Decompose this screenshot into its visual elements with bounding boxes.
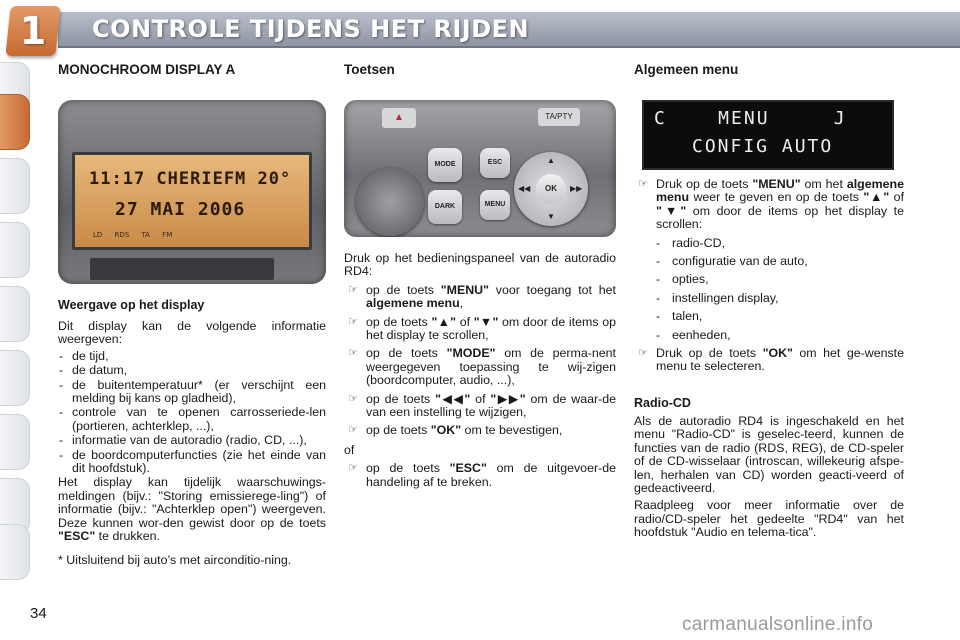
bullet-text: of (889, 190, 905, 205)
intro-text: Dit display kan de volgende informatie weergeven: (58, 319, 326, 347)
chapter-tab[interactable] (0, 350, 30, 406)
key-label: "MENU" (752, 177, 801, 191)
buttons-list-last (344, 462, 616, 489)
key-label: "▲" (863, 190, 890, 205)
bullet-text: om het ge-wenste menu te selecteren. (656, 346, 905, 374)
bullet-text: voor toegang tot het (489, 282, 616, 297)
watermark: carmanualsonline.info (682, 614, 874, 635)
ok-button: OK (536, 174, 566, 204)
key-label: "MENU" (440, 282, 489, 297)
chapter-tab-active[interactable] (0, 94, 30, 150)
pointer-icon: ☞ (348, 392, 358, 405)
buttons-section (344, 252, 616, 494)
warning-text-end: te drukken. (95, 529, 160, 544)
list-item: - radio-CD, (656, 237, 904, 250)
key-label: "OK" (430, 423, 462, 438)
pointer-icon: ☞ (348, 462, 358, 475)
chapter-tab[interactable] (0, 524, 30, 580)
bullet-text: Druk op de toets (656, 177, 753, 191)
mode-button: MODE (428, 148, 462, 182)
radio-control-panel-illustration (344, 100, 616, 237)
list-item: - eenheden, (656, 329, 904, 342)
list-item: - informatie van de autoradio (radio, CD, ...), (58, 434, 326, 447)
list-item (634, 178, 904, 232)
pointer-icon: ☞ (348, 283, 358, 296)
list-item (634, 347, 904, 374)
list-item: - de datum, (58, 364, 326, 377)
key-label: "ESC" (449, 461, 487, 476)
menu-display-illustration (642, 100, 894, 170)
page-number: 34 (30, 605, 47, 622)
bullet-text: weer te geven en op de toets (689, 190, 864, 205)
ta-pty-button: TA/PTY (538, 108, 580, 126)
key-label: "▲" (431, 314, 457, 329)
key-label: "OK" (762, 346, 793, 361)
page-header (0, 0, 960, 56)
lcd-indicators: LD RDS TA FM (93, 231, 173, 239)
pointer-icon: ☞ (638, 347, 648, 360)
bullet-text: op de toets (366, 423, 431, 438)
button-cluster (408, 134, 608, 232)
list-item: - instellingen display, (656, 292, 904, 305)
lcd-line-date: 27 MAI 2006 (115, 199, 246, 220)
bullet-text: om de uitgevoer-de handeling af te breken. (366, 461, 616, 489)
radio-cd-reference: Raadpleeg voor meer informatie over de radio/CD-speler het gedeelte "RD4" van het hoofdstuk "Audio en telema-tica". (634, 498, 904, 540)
submenu-list (634, 237, 904, 342)
bullet-text: op de toets (366, 461, 450, 476)
monochrome-display-illustration (58, 100, 326, 284)
key-label: algemene menu (656, 177, 905, 205)
hazard-button: ▲ (382, 108, 416, 128)
menu-instructions-select (634, 347, 904, 374)
bullet-text: op de toets (366, 346, 447, 361)
list-item: - de boordcomputerfuncties (zie het einde van dit hoofdstuk). (58, 449, 326, 476)
or-text: of (344, 442, 355, 457)
menu-screen-line2: CONFIG AUTO (692, 136, 834, 157)
list-item: - configuratie van de auto, (656, 255, 904, 268)
chapter-tab[interactable] (0, 222, 30, 278)
list-item (344, 347, 616, 387)
bullet-text: , (459, 296, 464, 311)
key-label: algemene menu (366, 296, 460, 311)
bullet-text: om door de items op het display te scrollen: (656, 203, 904, 232)
arrow-down-icon: ▼ (547, 212, 555, 221)
section-heading-algemeen-menu: Algemeen menu (634, 62, 739, 77)
display-info-section (58, 298, 326, 570)
menu-instructions (634, 178, 904, 232)
bullet-text: om te bevestigen, (461, 423, 563, 438)
footnote: * Uitsluitend bij auto’s met airconditio-ning. (58, 552, 292, 567)
column-middle (344, 62, 616, 78)
bullet-text: of (456, 314, 474, 329)
arrow-up-icon: ▲ (547, 156, 555, 165)
display-slot (90, 258, 274, 280)
menu-button: MENU (480, 190, 510, 220)
bullet-text: op de toets (366, 391, 436, 406)
section-heading-display-a: MONOCHROOM DISPLAY A (58, 62, 236, 77)
radio-cd-paragraph: Als de autoradio RD4 is ingeschakeld en het menu "Radio-CD" is geselec-teerd, kunnen de functies van de radio (RDS, REG), de CD-speler of de CD-wisselaar (introscan, willekeurig afspe-len, herhalen van CD) worden geacti-veerd of gedeactiveerd. (634, 413, 904, 495)
list-item: - opties, (656, 273, 904, 286)
warning-paragraph (58, 476, 326, 543)
intro-text: Druk op het bedieningspaneel van de autoradio RD4: (344, 251, 616, 279)
bullet-text: om door de items op het display te scrollen, (366, 314, 616, 343)
arrow-left-icon: ◀◀ (518, 184, 531, 193)
menu-screen-line1: C MENU J (654, 108, 847, 129)
bullet-text: of (470, 391, 491, 406)
esc-key-label: "ESC" (58, 529, 96, 544)
subheading-radio-cd: Radio-CD (634, 395, 691, 410)
bullet-text: op de toets (366, 314, 432, 329)
lcd-screen (72, 152, 312, 250)
list-item (344, 393, 616, 420)
key-label: "◀◀" (435, 391, 471, 406)
chapter-title: CONTROLE TIJDENS HET RIJDEN (92, 15, 530, 43)
pointer-icon: ☞ (638, 178, 648, 190)
esc-button: ESC (480, 148, 510, 178)
warning-text: Het display kan tijdelijk waarschuwings-meldingen (bijv.: "Storing emissierege-ling") of informatie (bijv.: "Achterklep open") weergeven. Deze kunnen wor-den gewist door op de toets (58, 475, 326, 530)
pointer-icon: ☞ (348, 424, 358, 437)
chapter-tab[interactable] (0, 414, 30, 470)
list-item: - de tijd, (58, 350, 326, 363)
key-label: "MODE" (446, 346, 496, 361)
chapter-tab[interactable] (0, 286, 30, 342)
bullet-text: om het (800, 177, 847, 191)
list-item: - controle van te openen carrosseriede-len (portieren, achterklep, ...), (58, 406, 326, 433)
chapter-tab[interactable] (0, 158, 30, 214)
key-label: "▼" (656, 203, 687, 218)
bullet-text: op de toets (366, 282, 441, 297)
key-label: "▶▶" (490, 391, 526, 406)
list-item (344, 462, 616, 489)
bullet-text: Druk op de toets (656, 346, 763, 361)
list-item: - talen, (656, 310, 904, 323)
key-label: "▼" (473, 314, 499, 329)
list-item (344, 424, 616, 437)
chapter-tabs (0, 62, 34, 582)
pointer-icon: ☞ (348, 347, 358, 360)
list-item: - de buitentemperatuur* (er verschijnt een melding bij kans op gladheid), (58, 379, 326, 406)
column-left (58, 62, 326, 78)
section-heading-toetsen: Toetsen (344, 62, 395, 77)
list-item (344, 316, 616, 343)
subheading-weergave: Weergave op het display (58, 298, 205, 312)
dark-button: DARK (428, 190, 462, 224)
volume-knob (356, 168, 424, 236)
bullet-text: om de perma-nent weergegeven toepassing te wij-zigen (boordcomputer, audio, ...), (366, 346, 616, 388)
column-right (634, 62, 904, 78)
lcd-line-time-station-temp: 11:17 CHERIEFM 20° (89, 169, 292, 189)
display-info-list (58, 350, 326, 476)
list-item (344, 284, 616, 311)
buttons-list (344, 284, 616, 438)
menu-section (634, 178, 904, 543)
pointer-icon: ☞ (348, 315, 358, 328)
chapter-number: 1 (19, 9, 47, 53)
bullet-text: om de waar-de van een instelling te wijzigen, (366, 391, 617, 420)
arrow-right-icon: ▶▶ (570, 184, 583, 193)
